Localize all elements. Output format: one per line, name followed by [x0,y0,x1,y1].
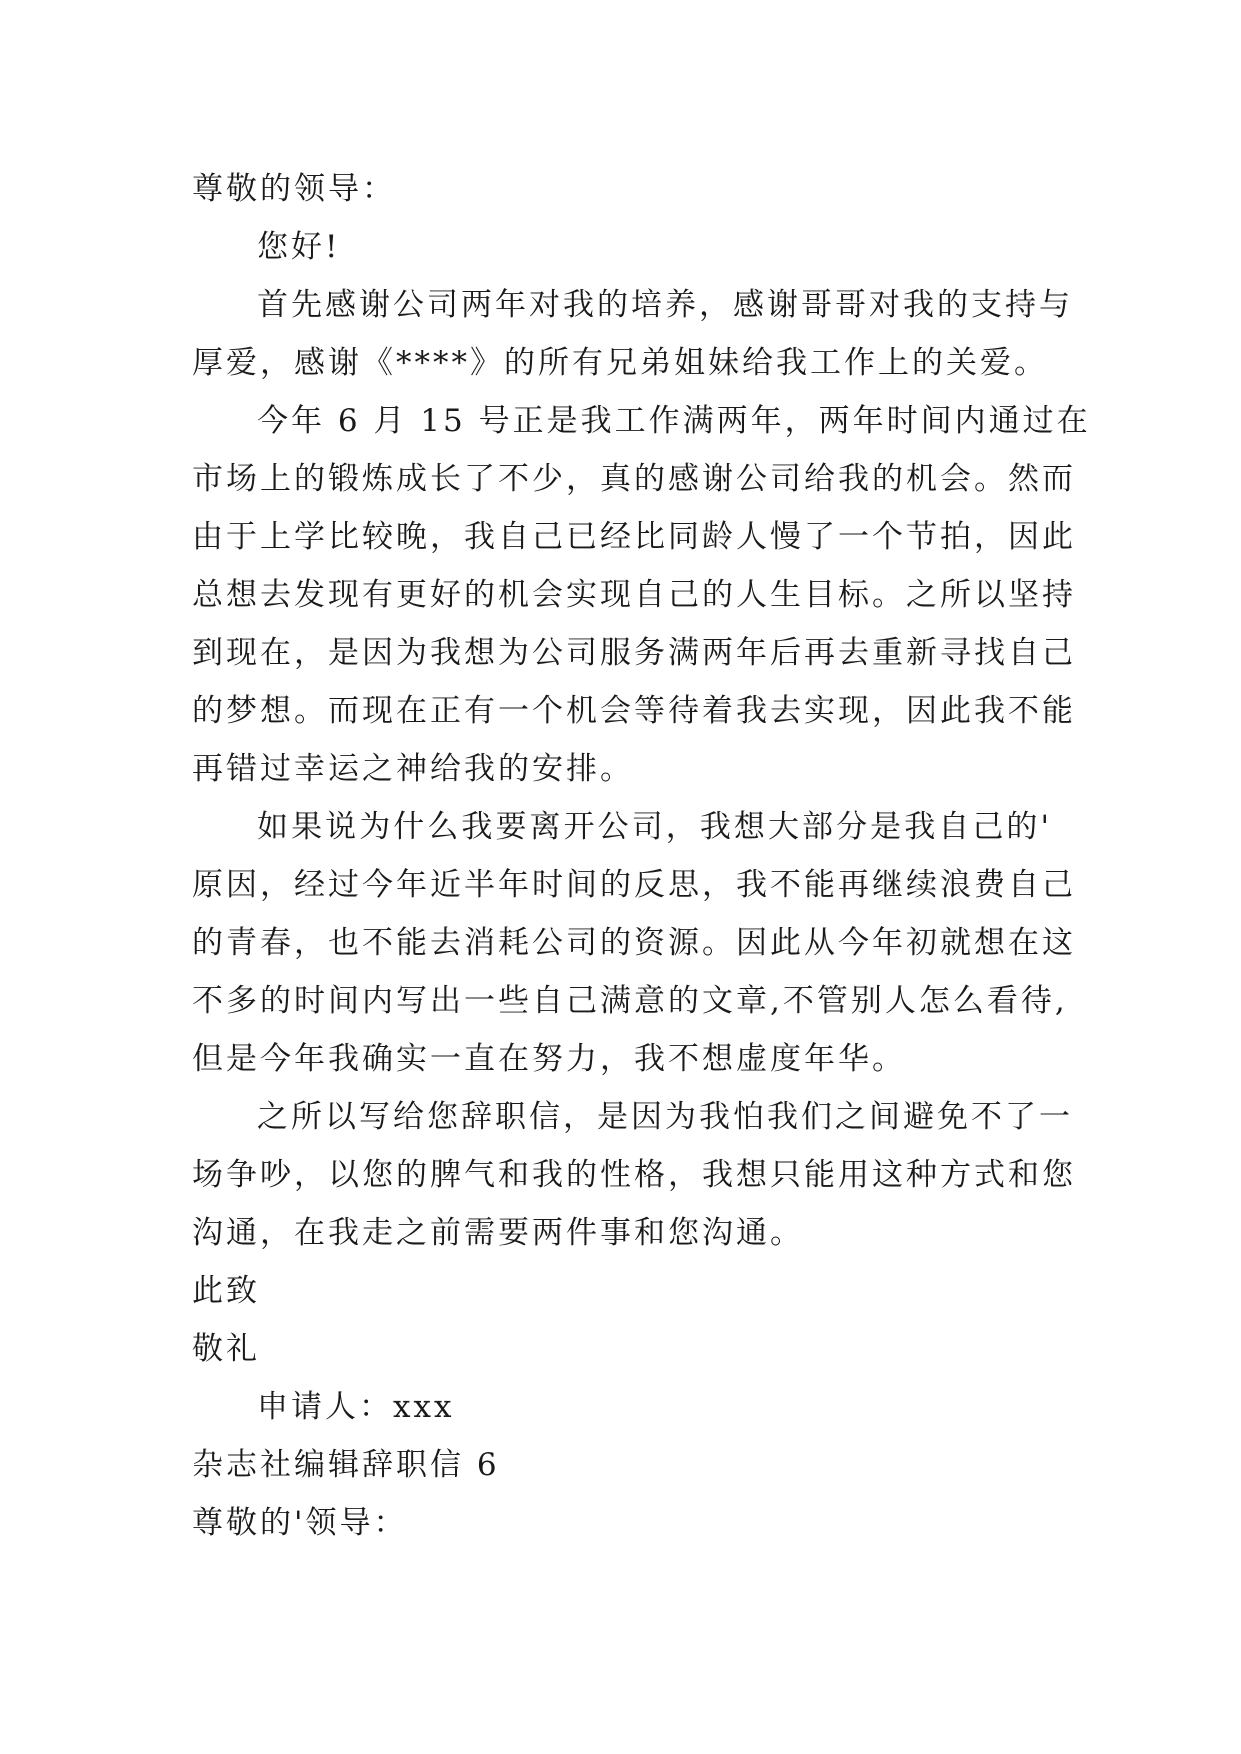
closing-line-2: 敬礼 [192,1331,260,1367]
paragraph-why-letter [192,1088,1076,1262]
next-letter-salutation: 尊敬的'领导： [192,1505,408,1541]
letter-body [192,160,1091,1552]
paragraph-line: 首先感谢公司两年对我的培养，感谢哥哥对我的支持与 [257,287,1073,323]
paragraph-line: 今年 6 月 15 号正是我工作满两年，两年时间内通过在 [257,403,1091,439]
paragraph-line: 厚爱，感谢《****》的所有兄弟姐妹给我工作上的关爱。 [192,345,1048,381]
paragraph-why-leave [192,798,1076,1088]
paragraph-line: 场争吵，以您的脾气和我的性格，我想只能用这种方式和您 [192,1157,1076,1193]
salutation: 尊敬的领导： [192,171,396,207]
paragraph-thanks [192,276,1073,392]
paragraph-line: 到现在，是因为我想为公司服务满两年后再去重新寻找自己 [192,635,1076,671]
closing-line-1: 此致 [192,1273,260,1309]
paragraph-reason [192,392,1091,798]
paragraph-line: 市场上的锻炼成长了不少，真的感谢公司给我的机会。然而 [192,461,1076,497]
paragraph-line: 总想去发现有更好的机会实现自己的人生目标。之所以坚持 [192,577,1076,613]
paragraph-line: 再错过幸运之神给我的安排。 [192,751,634,787]
paragraph-line: 沟通，在我走之前需要两件事和您沟通。 [192,1215,804,1251]
paragraph-line: 如果说为什么我要离开公司，我想大部分是我自己的' [257,809,1052,845]
paragraph-line: 由于上学比较晚，我自己已经比同龄人慢了一个节拍，因此 [192,519,1076,555]
greeting: 您好! [257,229,341,265]
paragraph-line: 的梦想。而现在正有一个机会等待着我去实现，因此我不能 [192,693,1076,729]
signature: 申请人：xxx [257,1389,455,1425]
next-letter-title: 杂志社编辑辞职信 6 [192,1447,500,1483]
paragraph-line: 但是今年我确实一直在努力，我不想虚度年华。 [192,1041,906,1077]
paragraph-line: 原因，经过今年近半年时间的反思，我不能再继续浪费自己 [192,867,1076,903]
paragraph-line: 的青春，也不能去消耗公司的资源。因此从今年初就想在这 [192,925,1076,961]
paragraph-line: 不多的时间内写出一些自己满意的文章,不管别人怎么看待, [192,983,1068,1019]
paragraph-line: 之所以写给您辞职信，是因为我怕我们之间避免不了一 [257,1099,1073,1135]
